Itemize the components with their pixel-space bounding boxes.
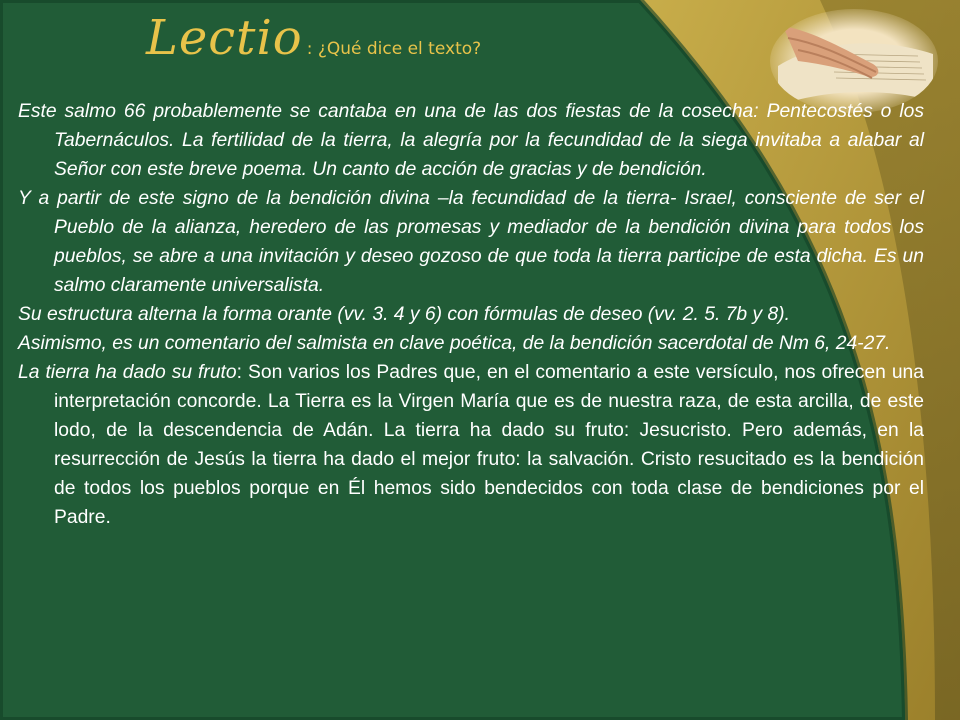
paragraph-5-lead: La tierra ha dado su fruto: [18, 362, 237, 383]
paragraph-4: Asimismo, es un comentario del salmista en clave poética, de la bendición sacerdotal de Nm 6, 24-27.: [18, 333, 891, 354]
paragraph-2: Y a partir de este signo de la bendición divina –la fecundidad de la tierra- Israel, consciente de ser el Pueblo de la alianza, heredero de las promesas y mediador de la bendición divina para todos los pueblos, se abre a una invitación y deseo gozoso de que toda la tierra participe de esta dicha. Es un salmo claramente universalista.: [18, 188, 924, 296]
paragraph-5-text: : Son varios los Padres que, en el comentario a este versículo, nos ofrecen una interpretación concorde. La Tierra es la Virgen María que es de nuestra raza, de esta arcilla, de este lodo, de la descendencia de Adán. La tierra ha dado su fruto: Jesucristo. Pero además, en la resurrección de Jesús la tierra ha dado el mejor fruto: la salvación. Cristo resucitado es la bendición de todos los pueblos porque en Él hemos sido bendecidos con toda clase de bendiciones por el Padre.: [54, 362, 924, 528]
title-subtitle: : ¿Qué dice el texto?: [306, 39, 482, 59]
paragraph-5: [18, 358, 924, 532]
paragraph-1: Este salmo 66 probablemente se cantaba en una de las dos fiestas de la cosecha: Pentecostés o los Tabernáculos. La fertilidad de la tierra, la alegría por la fecundidad de la siega invitaba a alabar al Señor con este breve poema. Un canto de acción de gracias y de bendición.: [18, 101, 924, 180]
body-text: [18, 97, 924, 532]
slide-title: [146, 10, 481, 66]
paragraph-3: Su estructura alterna la forma orante (vv. 3. 4 y 6) con fórmulas de deseo (vv. 2. 5. 7b y 8).: [18, 304, 790, 325]
title-main: Lectio: [146, 10, 303, 66]
